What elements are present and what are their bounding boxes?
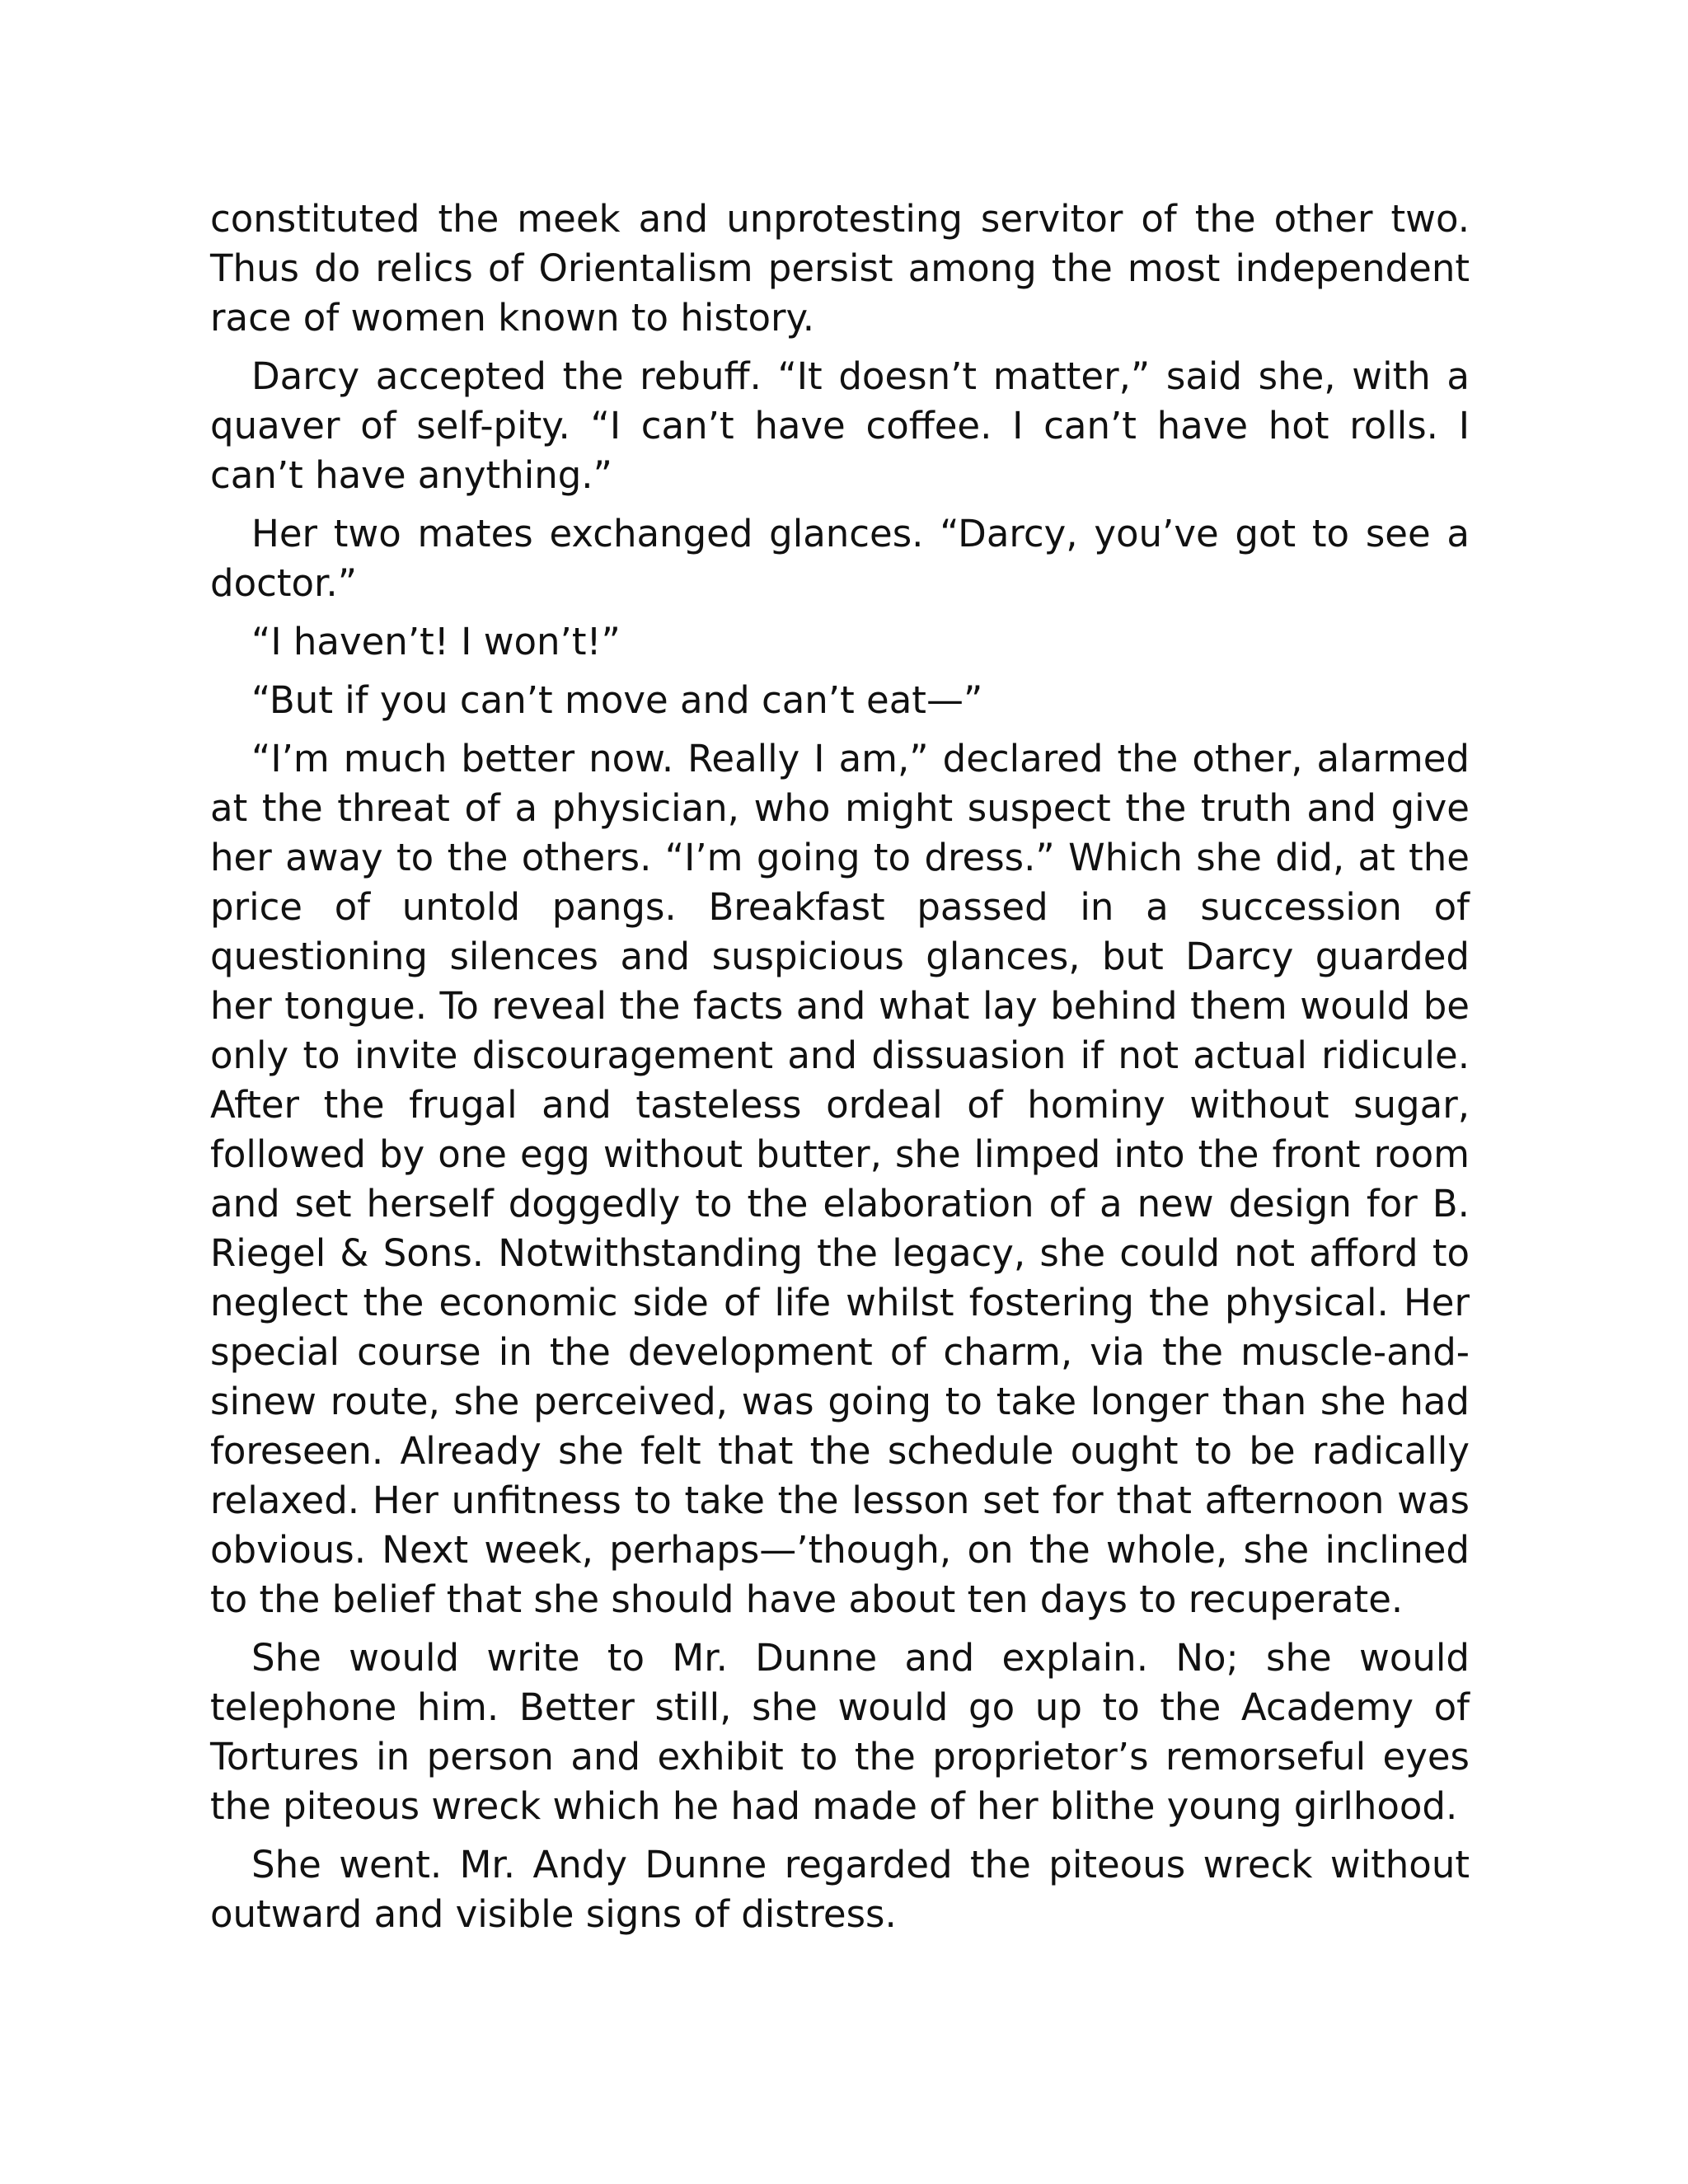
paragraph: “I’m much better now. Really I am,” declared the other, alarmed at the threat of a physician, who might suspect the truth and give her away to the others. “I’m going to dress.” Which she did, at the price of untold pangs. Breakfast passed in a succession of questioning silences and suspicious glances, but Darcy guarded her tongue. To reveal the facts and what lay behind them would be only to invite discouragement and dissuasion if not actual ridicule. After the frugal and tasteless ordeal of hominy without sugar, followed by one egg without butter, she limped into the front room and set herself doggedly to the elaboration of a new design for B. Riegel & Sons. Notwithstanding the legacy, she could not afford to neglect the economic side of life whilst fostering the physical. Her special course in the development of charm, via the muscle-and-sinew route, she perceived, was going to take longer than she had foreseen. Already she felt that the schedule ought to be radically relaxed. Her unfitness to take the lesson set for that afternoon was obvious. Next week, perhaps—’though, on the whole, she inclined to the belief that she should have about ten days to recuperate. [210, 737, 1470, 1621]
paragraph: Darcy accepted the rebuff. “It doesn’t matter,” said she, with a quaver of self-pity. “I can’t have coffee. I can’t have hot rolls. I can’t have anything.” [210, 354, 1470, 497]
paragraph: “But if you can’t move and can’t eat—” [251, 678, 983, 722]
paragraph: constituted the meek and unprotesting servitor of the other two. Thus do relics of Orientalism persist among the most independent race of women known to history. [210, 197, 1470, 340]
paragraph: “I haven’t! I won’t!” [251, 620, 621, 663]
paragraph: Her two mates exchanged glances. “Darcy, you’ve got to see a doctor.” [210, 512, 1470, 605]
paragraph: She went. Mr. Andy Dunne regarded the piteous wreck without outward and visible signs of distress. [210, 1843, 1470, 1936]
paragraph: She would write to Mr. Dunne and explain. No; she would telephone him. Better still, she would go up to the Academy of Tortures in person and exhibit to the proprietor’s remorseful eyes the piteous wreck which he had made of her blithe young girlhood. [210, 1636, 1470, 1828]
body-text [210, 194, 1470, 1948]
